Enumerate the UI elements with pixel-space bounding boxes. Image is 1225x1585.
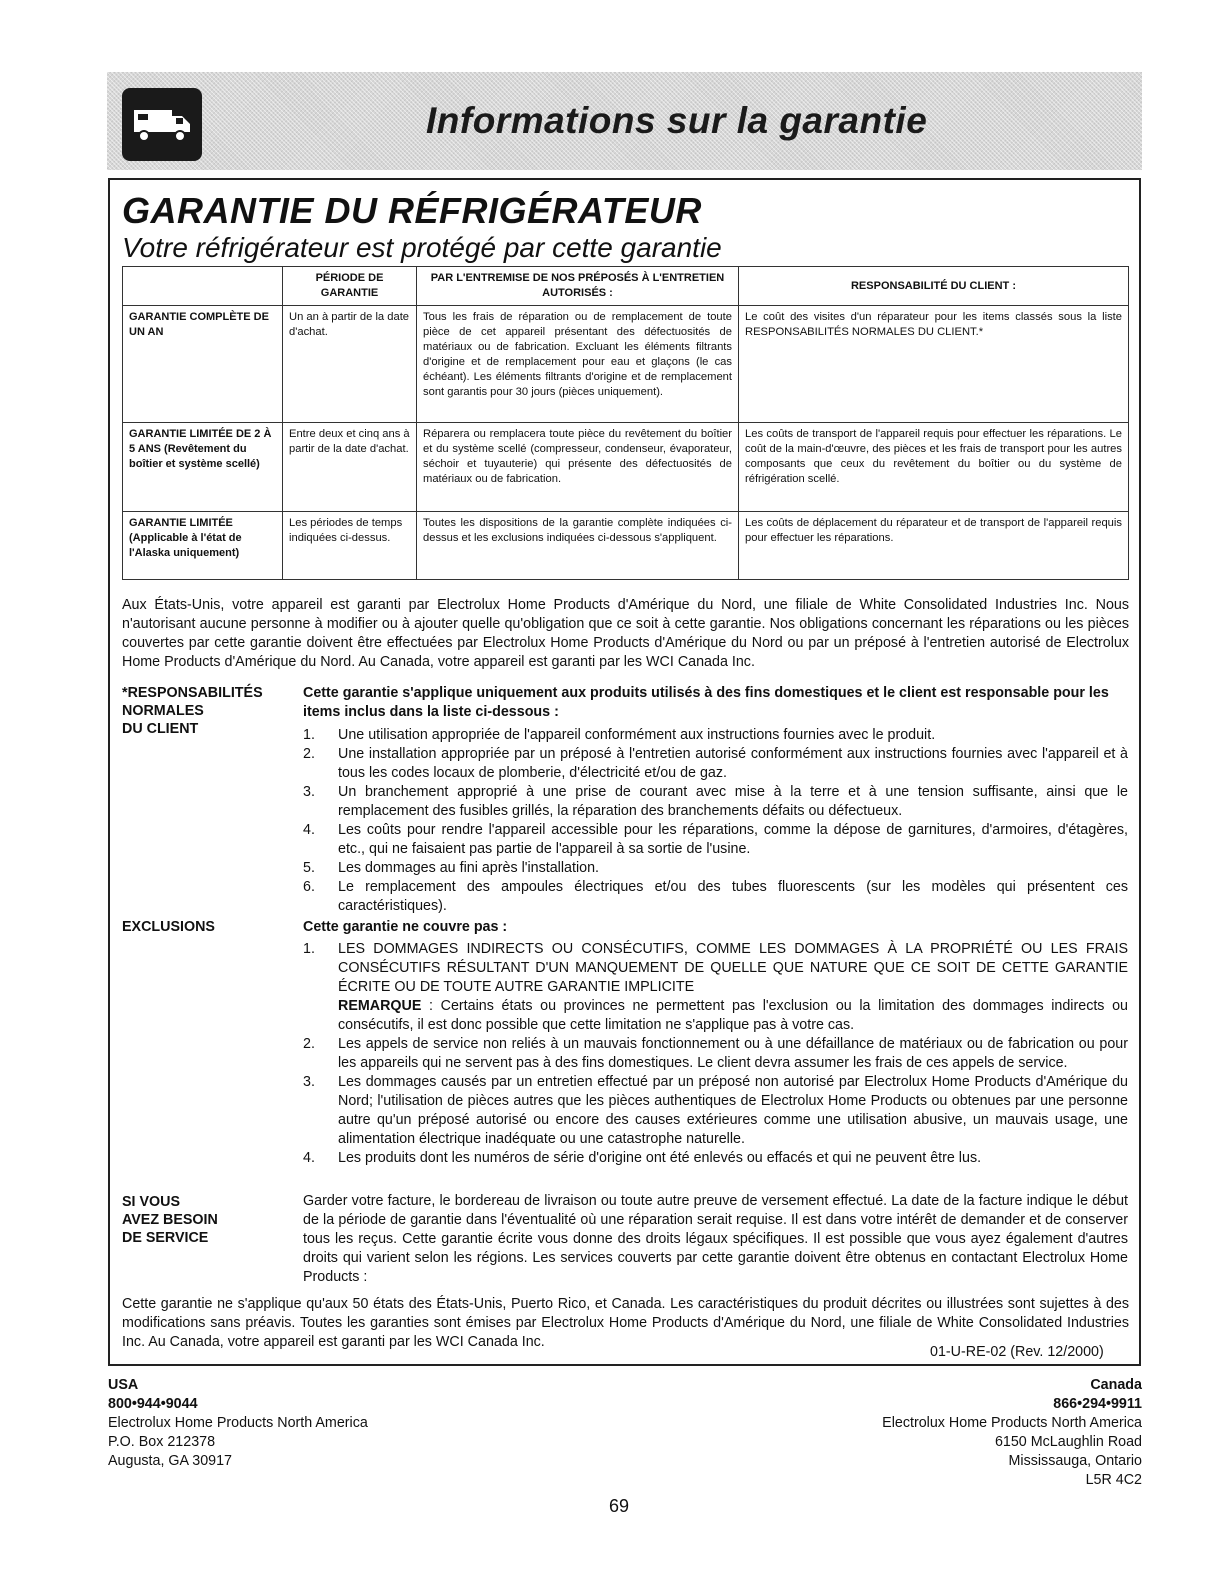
usa-contact: [108, 1376, 368, 1471]
list-item: [303, 940, 1128, 1035]
service-text: Garder votre facture, le bordereau de livraison ou toute autre preuve de versement effectué. La date de la facture indique le début de la période de garantie dans l'éventualité où une réparation serait requise. Il est dans votre intérêt de demander et de conserver tous les reçus. Cette garantie écrite vous donne des droits légaux spécifiques. Il est possible que vous ayez également d'autres droits qui varient selon les régions. Les services couverts par cette garantie doivent être obtenus en contactant Electrolux Home Products :: [303, 1193, 1128, 1285]
side-label-line: DE SERVICE: [122, 1230, 209, 1246]
responsibilities-heading: Cette garantie s'applique uniquement aux produits utilisés à des fins domestiques et le client est responsable pour les items inclus dans la liste ci-dessous :: [303, 685, 1109, 720]
address-line: L5R 4C2: [1085, 1472, 1142, 1488]
page-subtitle: Votre réfrigérateur est protégé par cette garantie: [122, 232, 722, 263]
table-header: RESPONSABILITÉ DU CLIENT :: [739, 267, 1129, 306]
truck-icon: [122, 88, 202, 161]
item-number: 4.: [303, 822, 315, 838]
address-line: Electrolux Home Products North America: [882, 1415, 1142, 1431]
table-row: [123, 512, 1129, 580]
table-header: [123, 267, 283, 306]
address-line: 6150 McLaughlin Road: [994, 1434, 1142, 1450]
canada-contact: [882, 1376, 1142, 1490]
warranty-service: Tous les frais de réparation ou de remplacement de toute pièce de cet appareil présentant des défectuosités de matériaux ou de fabrication. Excluant les éléments filtrants d'origine et de remplacement pour eau et glaçons (le cas échéant). Les éléments filtrants d'origine et de remplacement sont garantis pour 30 jours (pièces uniquement).: [417, 306, 739, 423]
warranty-type: GARANTIE LIMITÉE (Applicable à l'état de l'Alaska uniquement): [123, 512, 283, 580]
item-number: 1.: [303, 941, 315, 957]
warranty-type: GARANTIE COMPLÈTE DE UN AN: [123, 306, 283, 423]
item-number: 2.: [303, 746, 315, 762]
item-text: Les coûts pour rendre l'appareil accessible pour les réparations, comme la dépose de garnitures, d'armoires, d'étagères, etc., qui ne faisaient pas partie de l'appareil à sa sortie de l'usine.: [338, 822, 1128, 857]
warranty-period: Les périodes de temps indiquées ci-dessus.: [283, 512, 417, 580]
intro-paragraph: Aux États-Unis, votre appareil est garanti par Electrolux Home Products d'Amérique du Nord, une filiale de White Consolidated Industries Inc. Nous n'autorisant aucune personne à modifier ou à ajouter quelle qu'obligation que ce soit à cette garantie. Nos obligations concernant les réparations ou les pièces couvertes par cette garantie doivent être effectuées par Electrolux Home Products d'Amérique du Nord ou par un préposé à l'entretien autorisé de Electrolux Home Products d'Amérique du Nord. Au Canada, votre appareil est garanti par les WCI Canada Inc.: [122, 597, 1129, 670]
banner-title: Informations sur la garantie: [426, 100, 928, 141]
exclusions-heading: Cette garantie ne couvre pas :: [303, 919, 508, 935]
item-text: Une installation appropriée par un préposé à l'entretien autorisé conformément aux instructions fournies avec l'appareil et à tous les codes locaux de plomberie, d'électricité et/ou de gaz.: [338, 746, 1128, 781]
list-item: [303, 726, 1128, 745]
item-text: Les appels de service non reliés à un mauvais fonctionnement ou à une défaillance de matériaux ou de fabrication ou pour les appareils qui ne servent pas à des fins domestiques. Le client devra assumer les frais de ces appels de service.: [338, 1036, 1128, 1071]
list-item: [303, 745, 1128, 783]
exclusions-label: EXCLUSIONS: [122, 919, 215, 935]
item-text: Les produits dont les numéros de série d'origine ont été enlevés ou effacés et qui ne peuvent être lus.: [338, 1150, 982, 1166]
warranty-client: Le coût des visites d'un réparateur pour les items classés sous la liste RESPONSABILITÉS NORMALES DU CLIENT.*: [739, 306, 1129, 423]
list-item: [303, 1073, 1128, 1149]
page-number: 69: [609, 1496, 630, 1516]
side-label-line: AVEZ BESOIN: [122, 1212, 218, 1228]
item-number: 2.: [303, 1036, 315, 1052]
item-text: Le remplacement des ampoules électriques et/ou des tubes fluorescents (sur les modèles qui présentent ces caractéristiques).: [338, 879, 1128, 914]
side-label-line: *RESPONSABILITÉS: [122, 685, 263, 701]
warranty-service: Toutes les dispositions de la garantie complète indiquées ci-dessus et les exclusions indiquées ci-dessous s'appliquent.: [417, 512, 739, 580]
warranty-client: Les coûts de déplacement du réparateur et de transport de l'appareil requis pour effectuer les réparations.: [739, 512, 1129, 580]
item-text: Une utilisation appropriée de l'appareil conformément aux instructions fournies avec le produit.: [338, 727, 936, 743]
country-label: Canada: [1090, 1377, 1142, 1393]
item-number: 3.: [303, 784, 315, 800]
item-text: Un branchement approprié à une prise de courant avec mise à la terre et à une tension suffisante, ainsi que le remplacement des fusibles grillés, la réparation des branchements défaits ou défectueux.: [338, 784, 1128, 819]
list-item: [303, 1035, 1128, 1073]
side-label-line: SI VOUS: [122, 1194, 180, 1210]
list-item: [303, 878, 1128, 916]
address-line: Mississauga, Ontario: [1008, 1453, 1142, 1469]
warranty-client: Les coûts de transport de l'appareil requis pour effectuer les réparations. Le coût de la main-d'œuvre, des pièces et les frais de transport pour les autres composants que ceux du revêtement du boîtier ou du système de réfrigération scellé.: [739, 423, 1129, 512]
table-row: [123, 423, 1129, 512]
closing-paragraph: Cette garantie ne s'applique qu'aux 50 états des États-Unis, Puerto Rico, et Canada. Les caractéristiques du produit décrites ou illustrées sont sujettes à des modifications sans préavis. Toutes les garanties sont émises par Electrolux Home Products d'Amérique du Nord, une filiale de White Consolidated Industries Inc. Au Canada, votre appareil est garanti par les WCI Canada Inc.: [122, 1296, 1129, 1350]
table-header-row: [123, 267, 1129, 306]
table-row: [123, 306, 1129, 423]
item-text: Les dommages au fini après l'installation.: [338, 860, 600, 876]
item-number: 1.: [303, 727, 315, 743]
address-line: P.O. Box 212378: [108, 1434, 216, 1450]
warranty-table: [122, 266, 1129, 580]
remark-label: REMARQUE: [338, 998, 422, 1014]
warranty-period: Un an à partir de la date d'achat.: [283, 306, 417, 423]
warranty-service: Réparera ou remplacera toute pièce du revêtement du boîtier et du système scellé (compresseur, condenseur, évaporateur, séchoir et tuyauterie) qui présente des défectuosités de matériaux ou de fabrication.: [417, 423, 739, 512]
list-item: [303, 1149, 1128, 1168]
remark-text: : Certains états ou provinces ne permettent pas l'exclusion ou la limitation des dommages indirects ou consécutifs, il est donc possible que cette limitation ne s'applique pas à votre cas.: [338, 998, 1128, 1033]
exclusions-section: [303, 918, 1128, 1168]
item-number: 3.: [303, 1074, 315, 1090]
service-label: [122, 1193, 218, 1247]
address-line: Augusta, GA 30917: [108, 1453, 233, 1469]
side-label-line: DU CLIENT: [122, 721, 199, 737]
responsibilities-label: [122, 684, 263, 738]
responsibilities-section: [303, 684, 1128, 916]
item-text: Les dommages causés par un entretien effectué par un préposé non autorisé par Electrolux Home Products d'Amérique du Nord; l'utilisation de pièces autres que les pièces authentiques de Electrolux Home Products ou obtenues par une personne autre qu'un préposé autorisé ou encore des causes extérieures comme une utilisation abusive, un mauvais usage, une alimentation électrique inadéquate ou une catastrophe naturelle.: [338, 1074, 1128, 1147]
responsibilities-list: [303, 726, 1128, 916]
reference-code: 01-U-RE-02 (Rev. 12/2000): [930, 1344, 1104, 1360]
warranty-type: GARANTIE LIMITÉE DE 2 À 5 ANS (Revêtement du boîtier et système scellé): [123, 423, 283, 512]
side-label-line: NORMALES: [122, 703, 204, 719]
country-label: USA: [108, 1377, 139, 1393]
exclusions-list: [303, 940, 1128, 1168]
phone-number: 866•294•9911: [1053, 1396, 1142, 1412]
item-number: 5.: [303, 860, 315, 876]
warranty-period: Entre deux et cinq ans à partir de la date d'achat.: [283, 423, 417, 512]
list-item: [303, 821, 1128, 859]
table-header: PAR L'ENTREMISE DE NOS PRÉPOSÉS À L'ENTRETIEN AUTORISÉS :: [417, 267, 739, 306]
page-title: GARANTIE DU RÉFRIGÉRATEUR: [122, 190, 702, 231]
phone-number: 800•944•9044: [108, 1396, 198, 1412]
list-item: [303, 783, 1128, 821]
table-header: PÉRIODE DE GARANTIE: [283, 267, 417, 306]
item-text: LES DOMMAGES INDIRECTS OU CONSÉCUTIFS, COMME LES DOMMAGES À LA PROPRIÉTÉ OU LES FRAIS CONSÉCUTIFS RÉSULTANT D'UN MANQUEMENT DE QUELLE QUE NATURE QUE CE SOIT DE CETTE GARANTIE ÉCRITE OU DE TOUTE AUTRE GARANTIE IMPLICITE: [338, 941, 1128, 995]
item-number: 6.: [303, 879, 315, 895]
item-number: 4.: [303, 1150, 315, 1166]
address-line: Electrolux Home Products North America: [108, 1415, 368, 1431]
list-item: [303, 859, 1128, 878]
